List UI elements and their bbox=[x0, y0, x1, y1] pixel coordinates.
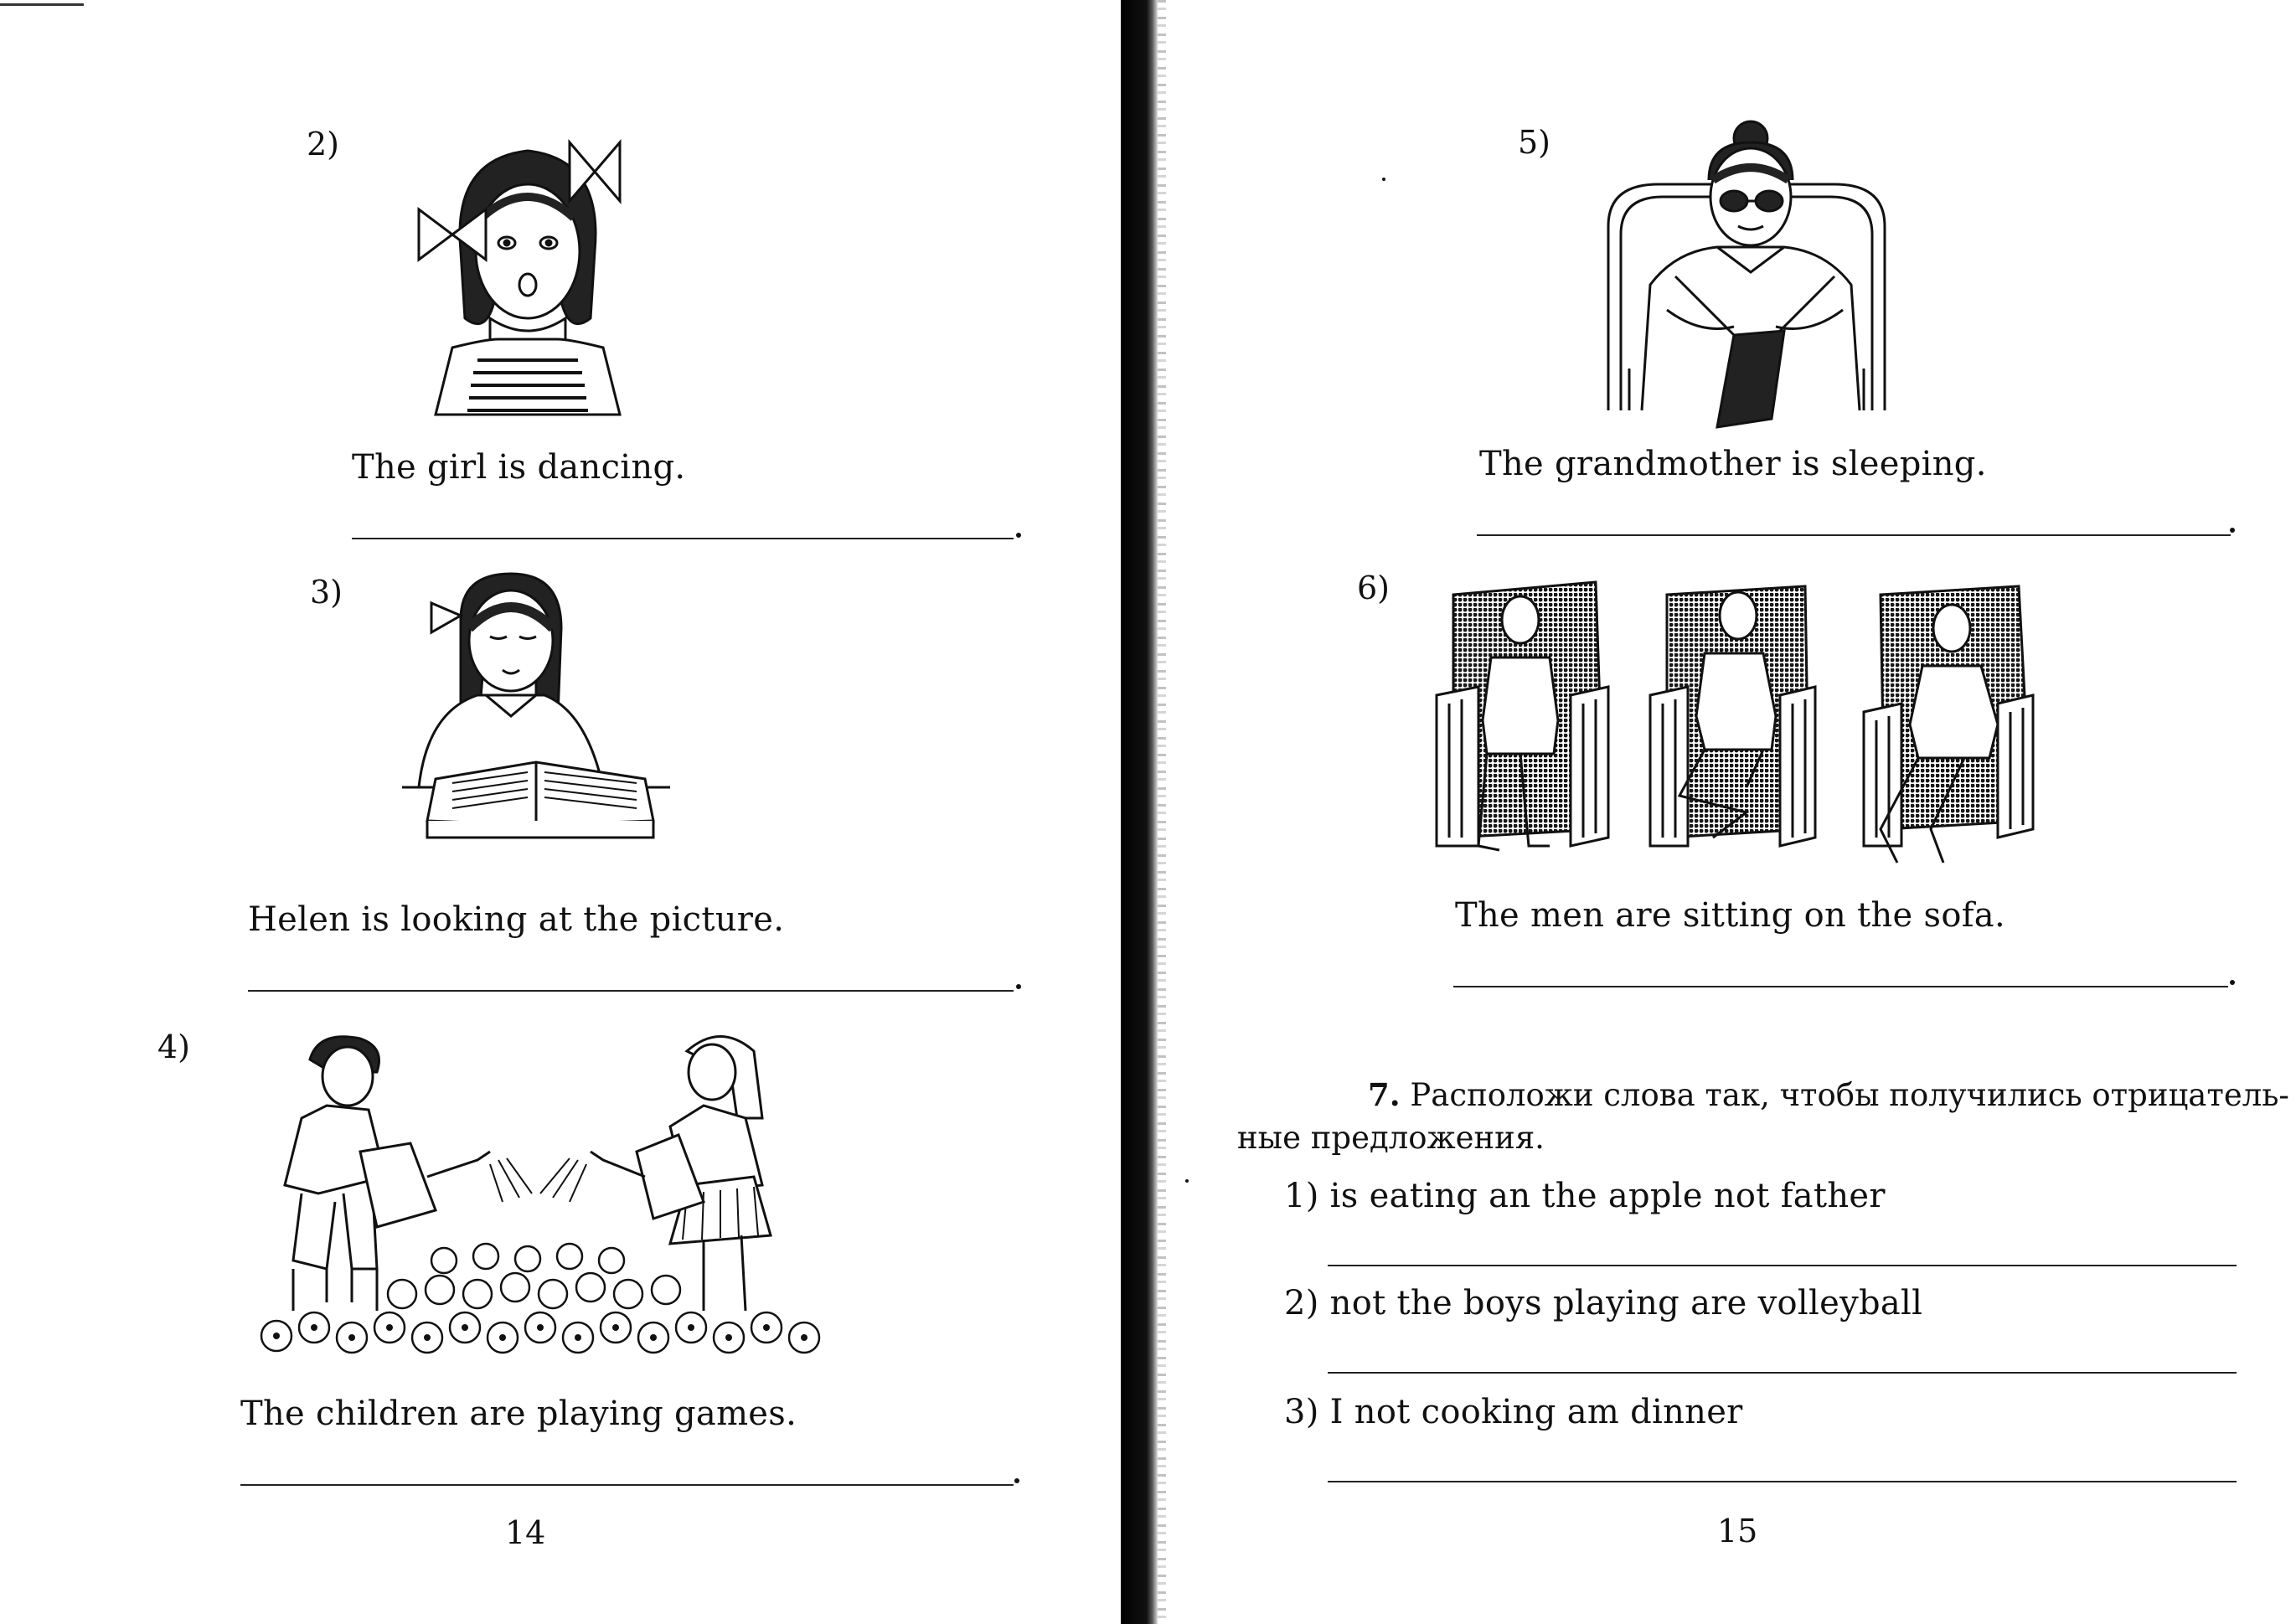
print-speck bbox=[1382, 178, 1385, 181]
line-end-dot bbox=[1016, 533, 1021, 538]
page-number: 14 bbox=[505, 1514, 546, 1551]
line-end-dot bbox=[1014, 1478, 1019, 1483]
line-end-dot bbox=[1016, 984, 1021, 989]
line-end-dot bbox=[2230, 980, 2235, 985]
children-watering-flowers-illustration bbox=[251, 1026, 829, 1369]
girl-reading-book-illustration bbox=[369, 570, 704, 871]
sentence: Helen is looking at the picture. bbox=[248, 900, 785, 939]
exercise-instruction-line2: ные предложения. bbox=[1237, 1120, 1545, 1156]
page-number: 15 bbox=[1717, 1513, 1758, 1549]
item-number: 2) bbox=[307, 126, 340, 162]
grandmother-knitting-illustration bbox=[1592, 117, 1901, 436]
answer-line[interactable] bbox=[1477, 534, 2231, 536]
answer-line[interactable] bbox=[1328, 1265, 2237, 1266]
answer-line[interactable] bbox=[1328, 1372, 2237, 1374]
exercise-instruction bbox=[1284, 1076, 2289, 1113]
item-number: 5) bbox=[1518, 124, 1551, 161]
corner-mark bbox=[0, 3, 84, 6]
print-speck bbox=[1185, 1179, 1189, 1183]
sentence: The men are sitting on the sofa. bbox=[1455, 896, 2005, 935]
task-item: 1) is eating an the apple not father bbox=[1284, 1177, 1886, 1215]
task-item: 2) not the boys playing are volleyball bbox=[1284, 1284, 1923, 1322]
spine-shadow bbox=[1158, 0, 1166, 1624]
line-end-dot bbox=[2230, 528, 2235, 533]
book-spine bbox=[1121, 0, 1158, 1624]
sentence: The grandmother is sleeping. bbox=[1479, 445, 1987, 483]
task-item: 3) I not cooking am dinner bbox=[1284, 1393, 1743, 1431]
exercise-number: 7. bbox=[1368, 1076, 1401, 1113]
girl-singing-illustration bbox=[402, 126, 653, 419]
answer-line[interactable] bbox=[352, 538, 1014, 539]
sentence: The children are playing games. bbox=[240, 1395, 797, 1433]
answer-line[interactable] bbox=[240, 1484, 1014, 1486]
item-number: 4) bbox=[157, 1029, 191, 1065]
answer-line[interactable] bbox=[248, 990, 1014, 992]
answer-line[interactable] bbox=[1453, 986, 2228, 987]
answer-line[interactable] bbox=[1328, 1481, 2237, 1482]
exercise-instruction-line1: Расположи слова так, чтобы получились отрицатель- bbox=[1410, 1077, 2289, 1113]
three-men-in-armchairs-illustration bbox=[1428, 578, 2065, 879]
item-number: 6) bbox=[1357, 570, 1390, 606]
sentence: The girl is dancing. bbox=[352, 448, 686, 487]
item-number: 3) bbox=[310, 574, 343, 611]
